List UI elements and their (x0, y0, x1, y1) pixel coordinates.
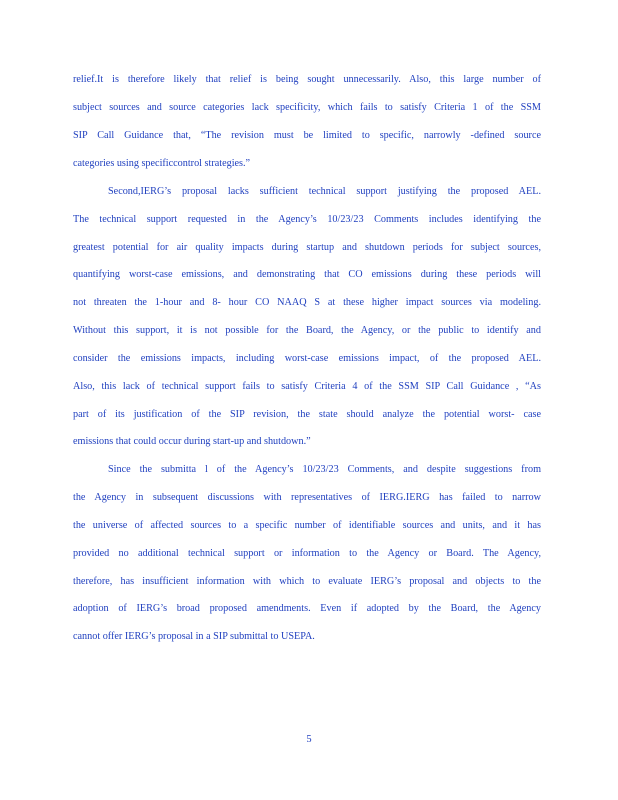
paragraph-1-line-2: subject sources and source categories lack specificity, which fails to satisfy Criteria 1 of the SSM (73, 102, 541, 113)
paragraph-2-line-4: quantifying worst-case emissions, and demonstrating that CO emissions during these periods will (73, 269, 541, 280)
paragraph-2-line-3: greatest potential for air quality impacts during startup and shutdown periods for subject sources, (73, 242, 541, 253)
paragraph-1-line-1: relief.It is therefore likely that relief is being sought unnecessarily. Also, this large number of (73, 74, 541, 85)
paragraph-3-line-2: the Agency in subsequent discussions with representatives of IERG.IERG has failed to narrow (73, 492, 541, 503)
page-number: 5 (306, 734, 312, 745)
paragraph-3-line-4: provided no additional technical support or information to the Agency or Board. The Agency, (73, 548, 541, 559)
paragraph-2-line-6: Without this support, it is not possible for the Board, the Agency, or the public to identify and (73, 325, 541, 336)
paragraph-1-line-4: categories using specificcontrol strategies.” (73, 158, 251, 169)
paragraph-2-line-10: emissions that could occur during start-up and shutdown.” (73, 436, 311, 447)
paragraph-3-line-7: cannot offer IERG’s proposal in a SIP submittal to USEPA. (73, 631, 315, 642)
paragraph-2-line-7: consider the emissions impacts, including worst-case emissions impact, of the proposed AEL. (73, 353, 541, 364)
paragraph-2-line-8: Also, this lack of technical support fails to satisfy Criteria 4 of the SSM SIP Call Guidance , “As (73, 381, 541, 392)
paragraph-3-line-5: therefore, has insufficient information with which to evaluate IERG’s proposal and objects to the (73, 576, 541, 587)
paragraph-2-line-5: not threaten the 1-hour and 8- hour CO NAAQ S at these higher impact sources via modeling. (73, 297, 541, 308)
paragraph-3-line-6: adoption of IERG’s broad proposed amendments. Even if adopted by the Board, the Agency (73, 603, 541, 614)
paragraph-1-line-3: SIP Call Guidance that, “The revision must be limited to specific, narrowly -defined source (73, 130, 541, 141)
paragraph-2-line-9: part of its justification of the SIP revision, the state should analyze the potential worst- case (73, 409, 541, 420)
paragraph-3-line-1: Since the submitta l of the Agency’s 10/23/23 Comments, and despite suggestions from (108, 464, 541, 475)
paragraph-3-line-3: the universe of affected sources to a specific number of identifiable sources and units, and it has (73, 520, 541, 531)
paragraph-2-line-1: Second,IERG’s proposal lacks sufficient technical support justifying the proposed AEL. (108, 186, 541, 197)
paragraph-2-line-2: The technical support requested in the Agency’s 10/23/23 Comments includes identifying the (73, 214, 541, 225)
